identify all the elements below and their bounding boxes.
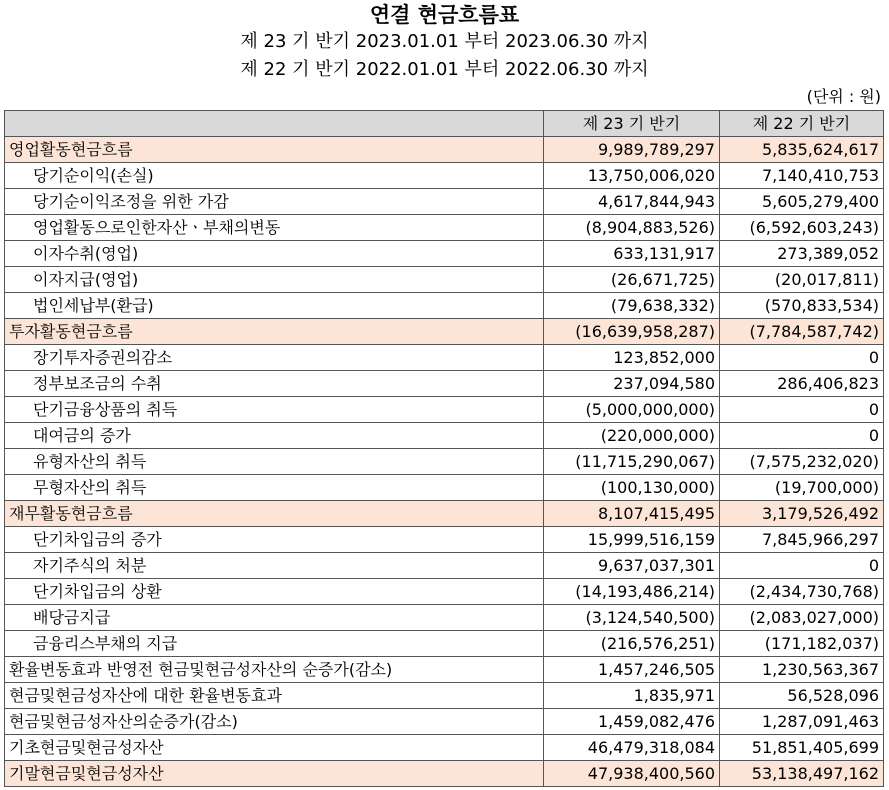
current-period-value: (100,130,000) — [544, 475, 720, 501]
current-period-value: 9,989,789,297 — [544, 137, 720, 163]
prior-period-value: 56,528,096 — [720, 683, 884, 709]
prior-period-value: (6,592,603,243) — [720, 215, 884, 241]
row-label: 영업활동현금흐름 — [5, 137, 544, 163]
current-period-value: (220,000,000) — [544, 423, 720, 449]
table-row — [5, 761, 884, 787]
table-row — [5, 475, 884, 501]
current-period-value: (216,576,251) — [544, 631, 720, 657]
prior-period-value: 51,851,405,699 — [720, 735, 884, 761]
period-prior: 제 22 기 반기 2022.01.01 부터 2022.06.30 까지 — [240, 59, 649, 80]
unit-label: (단위 : 원) — [806, 87, 881, 106]
row-label: 유형자산의 취득 — [5, 449, 544, 475]
current-period-value: 4,617,844,943 — [544, 189, 720, 215]
table-row — [5, 501, 884, 527]
row-label: 무형자산의 취득 — [5, 475, 544, 501]
prior-period-value: (19,700,000) — [720, 475, 884, 501]
current-period-value: 237,094,580 — [544, 371, 720, 397]
prior-period-value: (2,434,730,768) — [720, 579, 884, 605]
current-period-value: 47,938,400,560 — [544, 761, 720, 787]
table-row — [5, 527, 884, 553]
current-period-value: (26,671,725) — [544, 267, 720, 293]
cash-flow-table — [4, 110, 884, 787]
prior-period-value: 0 — [720, 397, 884, 423]
prior-period-value: 53,138,497,162 — [720, 761, 884, 787]
table-row — [5, 371, 884, 397]
prior-period-value: 7,140,410,753 — [720, 163, 884, 189]
current-period-value: 8,107,415,495 — [544, 501, 720, 527]
table-row — [5, 345, 884, 371]
table-row — [5, 449, 884, 475]
prior-period-value: 5,605,279,400 — [720, 189, 884, 215]
prior-period-value: 0 — [720, 423, 884, 449]
current-period-value: 123,852,000 — [544, 345, 720, 371]
table-row — [5, 657, 884, 683]
table-row — [5, 137, 884, 163]
table-row — [5, 605, 884, 631]
prior-period-value: (171,182,037) — [720, 631, 884, 657]
row-label: 대여금의 증가 — [5, 423, 544, 449]
prior-period-value: 1,287,091,463 — [720, 709, 884, 735]
prior-period-value: 1,230,563,367 — [720, 657, 884, 683]
table-header-row — [5, 111, 884, 137]
table-row — [5, 319, 884, 345]
row-label: 현금및현금성자산에 대한 환율변동효과 — [5, 683, 544, 709]
prior-period-value: 5,835,624,617 — [720, 137, 884, 163]
current-period-value: 15,999,516,159 — [544, 527, 720, 553]
row-label: 정부보조금의 수취 — [5, 371, 544, 397]
current-period-value: 1,835,971 — [544, 683, 720, 709]
current-period-value: 46,479,318,084 — [544, 735, 720, 761]
prior-period-value: (7,784,587,742) — [720, 319, 884, 345]
current-period-value: (16,639,958,287) — [544, 319, 720, 345]
table-row — [5, 241, 884, 267]
row-label: 자기주식의 처분 — [5, 553, 544, 579]
current-period-value: 1,459,082,476 — [544, 709, 720, 735]
table-row — [5, 163, 884, 189]
table-row — [5, 709, 884, 735]
header-label-cell — [5, 111, 544, 137]
row-label: 배당금지급 — [5, 605, 544, 631]
prior-period-value: 273,389,052 — [720, 241, 884, 267]
table-row — [5, 735, 884, 761]
table-row — [5, 579, 884, 605]
prior-period-value: 0 — [720, 553, 884, 579]
prior-period-value: 3,179,526,492 — [720, 501, 884, 527]
row-label: 단기차입금의 상환 — [5, 579, 544, 605]
row-label: 단기차입금의 증가 — [5, 527, 544, 553]
prior-period-value: 0 — [720, 345, 884, 371]
row-label: 재무활동현금흐름 — [5, 501, 544, 527]
current-period-value: 13,750,006,020 — [544, 163, 720, 189]
prior-period-value: (2,083,027,000) — [720, 605, 884, 631]
row-label: 현금및현금성자산의순증가(감소) — [5, 709, 544, 735]
row-label: 장기투자증권의감소 — [5, 345, 544, 371]
current-period-value: 9,637,037,301 — [544, 553, 720, 579]
table-row — [5, 215, 884, 241]
table-row — [5, 553, 884, 579]
prior-period-value: (570,833,534) — [720, 293, 884, 319]
current-period-value: (3,124,540,500) — [544, 605, 720, 631]
table-row — [5, 423, 884, 449]
current-period-value: (11,715,290,067) — [544, 449, 720, 475]
prior-period-value: 7,845,966,297 — [720, 527, 884, 553]
row-label: 투자활동현금흐름 — [5, 319, 544, 345]
table-row — [5, 397, 884, 423]
prior-period-value: 286,406,823 — [720, 371, 884, 397]
row-label: 기말현금및현금성자산 — [5, 761, 544, 787]
current-period-value: (14,193,486,214) — [544, 579, 720, 605]
current-period-value: (79,638,332) — [544, 293, 720, 319]
header-current-period: 제 23 기 반기 — [544, 111, 720, 137]
prior-period-value: (20,017,811) — [720, 267, 884, 293]
row-label: 이자수취(영업) — [5, 241, 544, 267]
table-body — [5, 137, 884, 787]
row-label: 이자지급(영업) — [5, 267, 544, 293]
row-label: 법인세납부(환급) — [5, 293, 544, 319]
current-period-value: (5,000,000,000) — [544, 397, 720, 423]
current-period-value: 633,131,917 — [544, 241, 720, 267]
table-row — [5, 683, 884, 709]
table-row — [5, 267, 884, 293]
row-label: 당기순이익(손실) — [5, 163, 544, 189]
row-label: 당기순이익조정을 위한 가감 — [5, 189, 544, 215]
table-row — [5, 189, 884, 215]
statement-title: 연결 현금흐름표 — [369, 2, 520, 27]
row-label: 금융리스부채의 지급 — [5, 631, 544, 657]
header-prior-period: 제 22 기 반기 — [720, 111, 884, 137]
row-label: 단기금융상품의 취득 — [5, 397, 544, 423]
table-row — [5, 631, 884, 657]
prior-period-value: (7,575,232,020) — [720, 449, 884, 475]
row-label: 영업활동으로인한자산ㆍ부채의변동 — [5, 215, 544, 241]
row-label: 기초현금및현금성자산 — [5, 735, 544, 761]
current-period-value: (8,904,883,526) — [544, 215, 720, 241]
current-period-value: 1,457,246,505 — [544, 657, 720, 683]
table-row — [5, 293, 884, 319]
period-current: 제 23 기 반기 2023.01.01 부터 2023.06.30 까지 — [240, 31, 649, 52]
row-label: 환율변동효과 반영전 현금및현금성자산의 순증가(감소) — [5, 657, 544, 683]
